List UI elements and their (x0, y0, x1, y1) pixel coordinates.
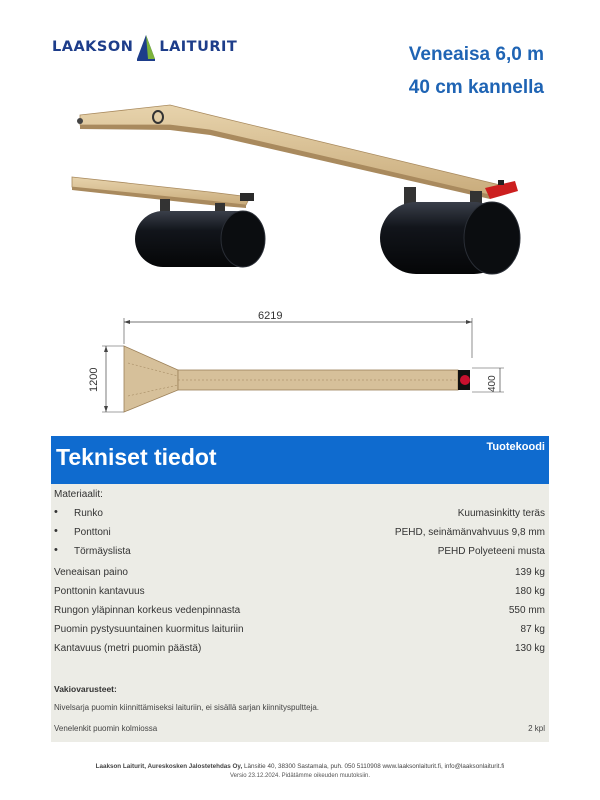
spec-row (51, 583, 549, 602)
material-label: Ponttoni (74, 527, 111, 538)
bullet-icon: • (54, 525, 58, 537)
spec-value: 139 kg (514, 567, 545, 578)
spec-table (51, 484, 549, 742)
material-label: Törmäyslista (74, 546, 131, 557)
footer-contact (0, 763, 600, 770)
width-dimension-label: 1200 (88, 367, 100, 392)
logo-word-left: LAAKSON (52, 39, 134, 55)
title-line-1: Veneaisa 6,0 m (408, 44, 544, 65)
spec-title: Tekniset tiedot (56, 444, 217, 470)
product-code-label: Tuotekoodi (486, 441, 545, 453)
material-value: PEHD, seinämänvahvuus 9,8 mm (394, 527, 545, 538)
logo-word-right: LAITURIT (159, 39, 238, 55)
spec-row (51, 640, 549, 659)
material-value: PEHD Polyeteeni musta (437, 546, 545, 557)
material-row (51, 505, 549, 524)
material-value: Kuumasinkitty teräs (457, 508, 545, 519)
footer-company: Laakson Laiturit, Aureskosken Jalostetehdas Oy, (95, 763, 243, 770)
materials-heading: Materiaalit: (54, 489, 103, 500)
footer-address: Länsitie 40, 38300 Sastamala, puh. 050 5110908 www.laaksonlaiturit.fi, info@laaksonlaiturit.fi (243, 763, 505, 770)
spec-header (51, 436, 549, 484)
bullet-icon: • (54, 506, 58, 518)
spec-label: Rungon yläpinnan korkeus vedenpinnasta (54, 605, 241, 616)
dimension-drawing-svg (80, 308, 520, 418)
spec-label: Kantavuus (metri puomin päästä) (54, 643, 202, 654)
spec-label: Puomin pystysuuntainen kuormitus laituriin (54, 624, 244, 635)
materials-heading-row (51, 486, 549, 505)
spec-value: 87 kg (520, 624, 545, 635)
material-label: Runko (74, 508, 103, 519)
spec-value: 130 kg (514, 643, 545, 654)
accessory-line: Nivelsarja puomin kiinnittämiseksi laituriin, ei sisällä sarjan kiinnityspultteja. (54, 703, 319, 712)
dimension-drawing (80, 308, 520, 418)
spec-value: 550 mm (508, 605, 545, 616)
spec-row (51, 621, 549, 640)
spec-row (51, 602, 549, 621)
length-dimension-label: 6219 (258, 310, 283, 322)
spec-label: Ponttonin kantavuus (54, 586, 145, 597)
material-row (51, 524, 549, 543)
logo-mark-icon (135, 33, 157, 61)
accessory-quantity: 2 kpl (528, 724, 545, 733)
spec-label: Veneaisan paino (54, 567, 128, 578)
height-dimension-label: 400 (487, 375, 498, 392)
accessories-heading: Vakiovarusteet: (54, 684, 117, 694)
spec-value: 180 kg (514, 586, 545, 597)
material-row (51, 543, 549, 562)
title-line-2: 40 cm kannella (408, 77, 544, 98)
spec-row (51, 564, 549, 583)
footer-version: Versio 23.12.2024. Pidätämme oikeuden muutoksiin. (229, 773, 371, 779)
accessory-line: Venelenkit puomin kolmiossa (54, 724, 158, 733)
product-render-illustration (60, 95, 540, 305)
bullet-icon: • (54, 544, 58, 556)
brand-logo (52, 32, 237, 62)
